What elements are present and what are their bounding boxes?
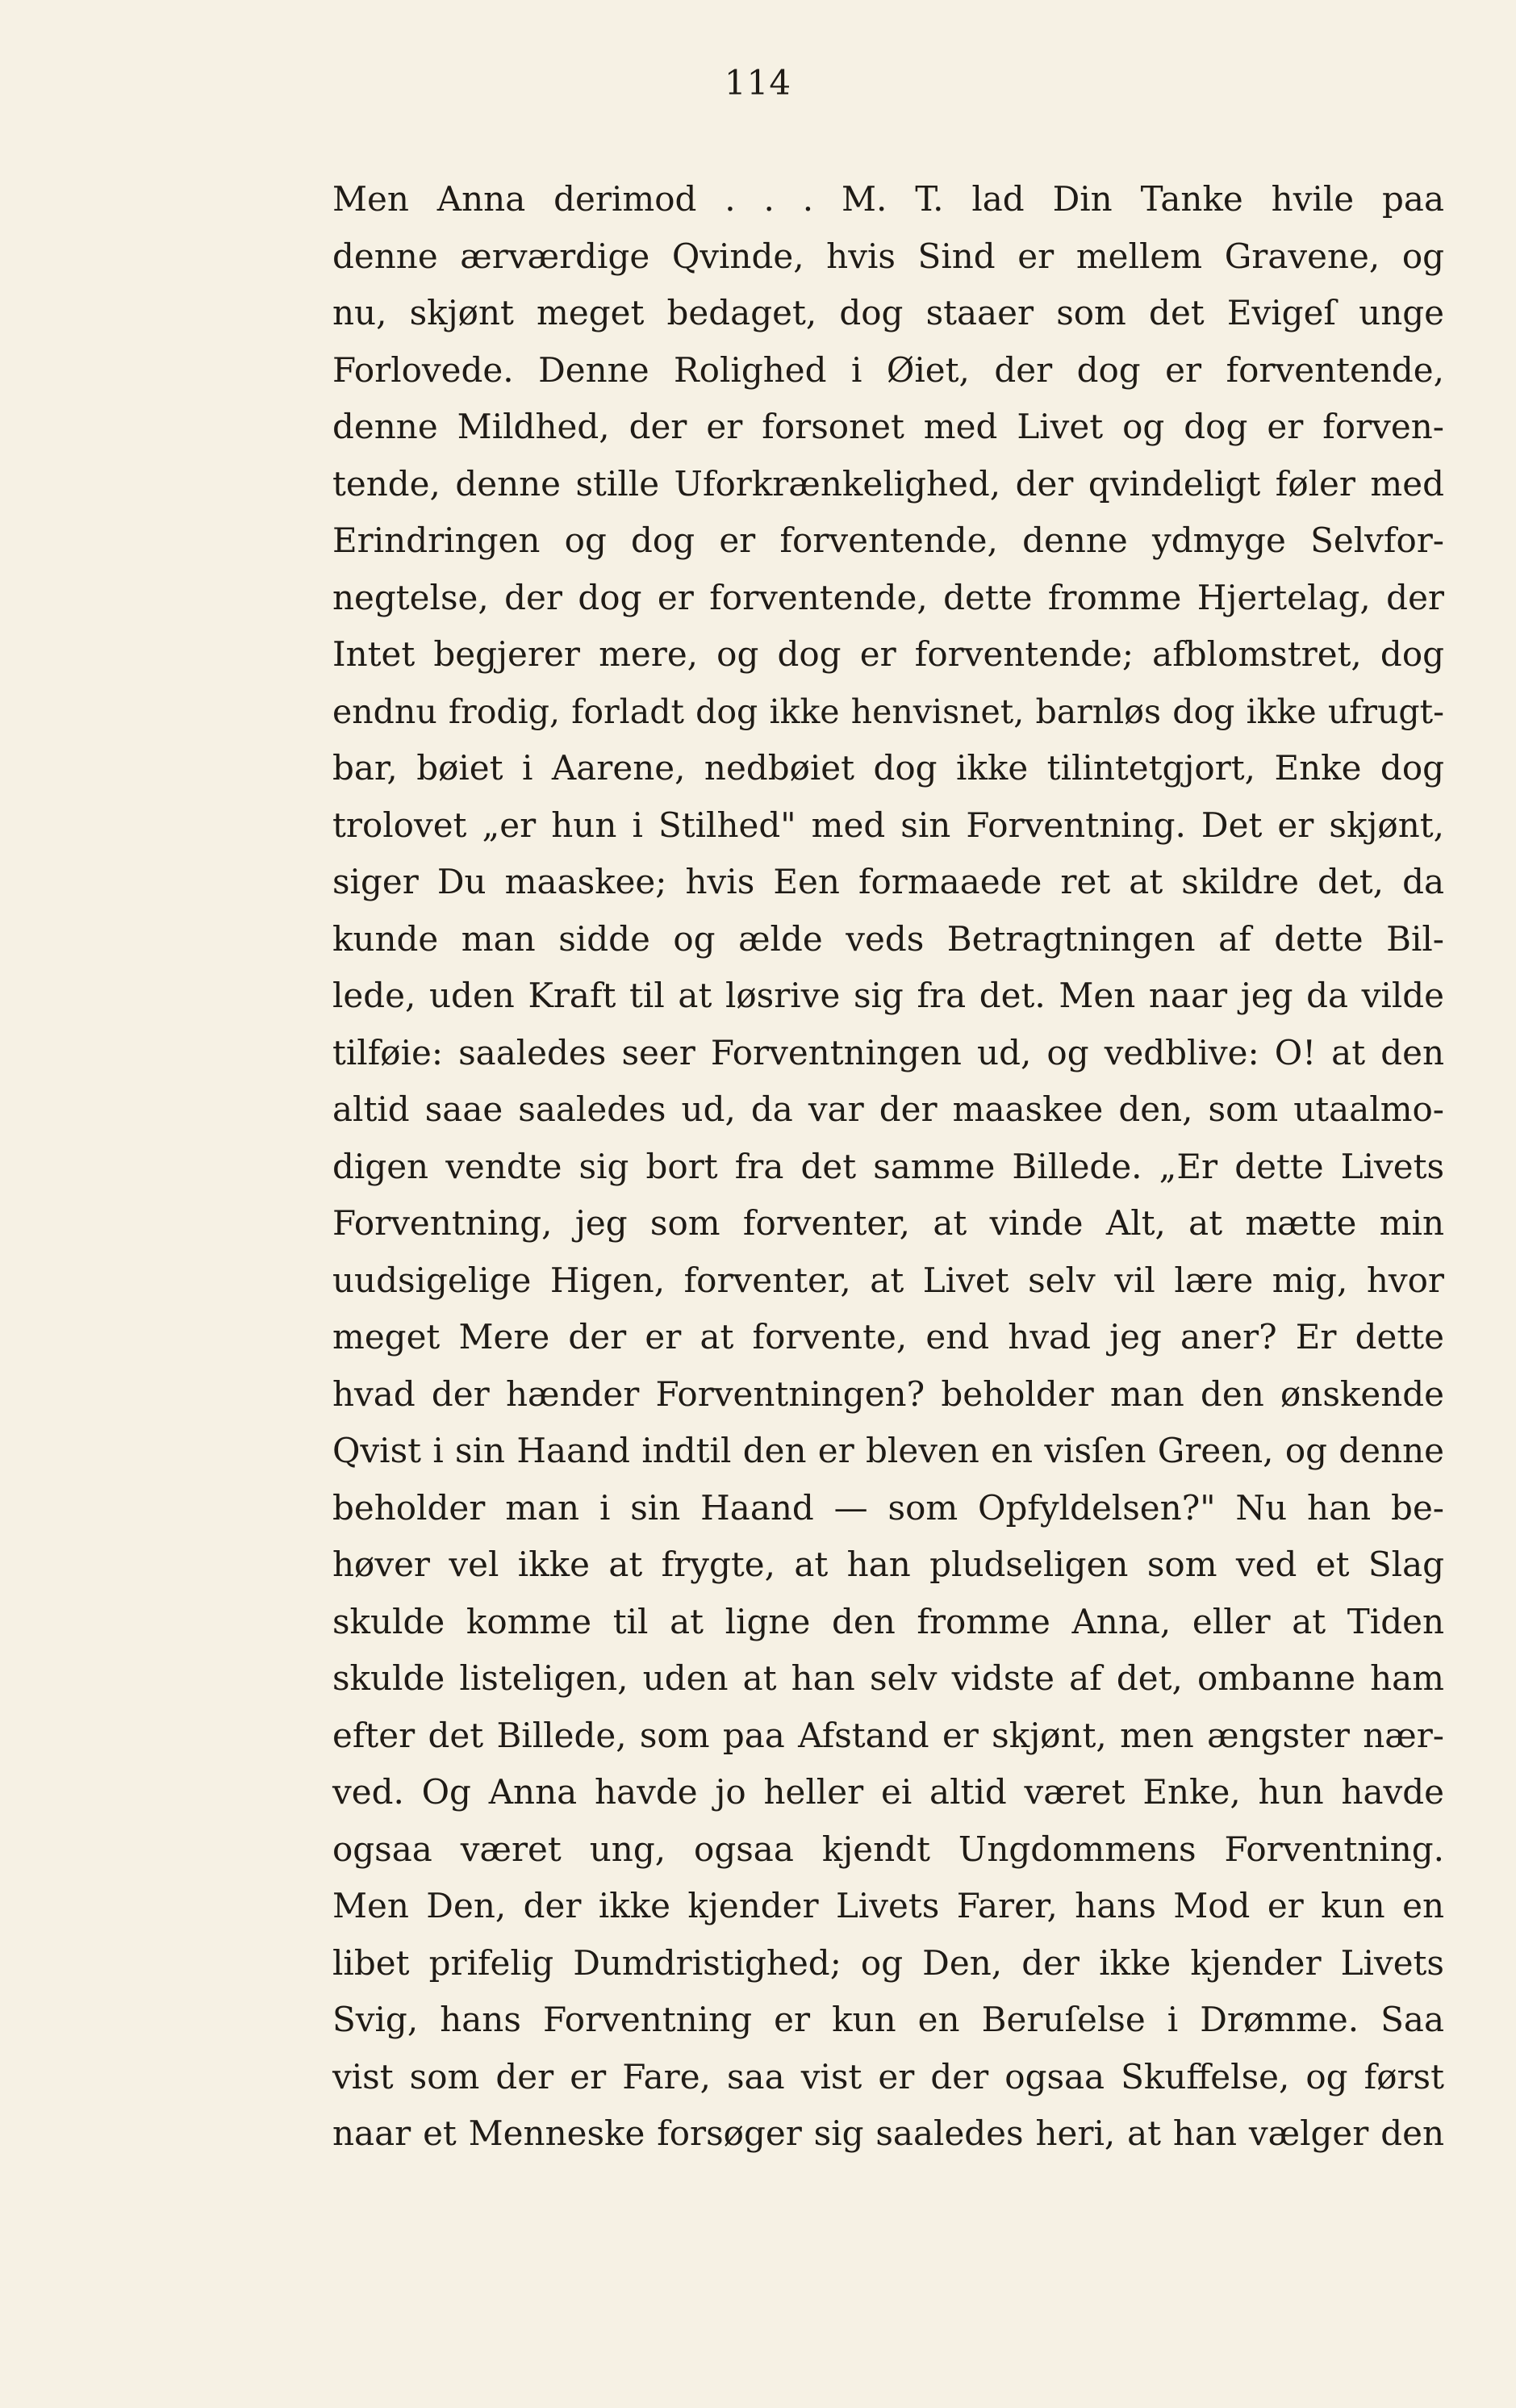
text-line: høver vel ikke at frygte, at han pludseligen som ved et Slag xyxy=(332,1545,1444,1584)
text-line: denne Mildhed, der er forsonet med Livet og dog er forven- xyxy=(332,407,1444,446)
page-number: 114 xyxy=(724,63,792,102)
text-line: digen vendte sig bort fra det samme Billede. „Er dette Livets xyxy=(332,1146,1444,1186)
text-line: Intet begjerer mere, og dog er forventende; afblomstret, dog xyxy=(332,634,1444,674)
text-line: efter det Billede, som paa Afstand er skjønt, men ængster nær- xyxy=(332,1715,1444,1755)
text-line: Erindringen og dog er forventende, denne ydmyge Selvfor- xyxy=(332,520,1444,560)
text-line: beholder man i sin Haand — som Opfyldelsen?" Nu han be- xyxy=(332,1487,1444,1528)
text-line: hvad der hænder Forventningen? beholder man den ønskende xyxy=(332,1373,1444,1414)
body-text xyxy=(332,171,1444,2163)
text-line: endnu frodig, forladt dog ikke henvisnet, barnløs dog ikke ufrugt- xyxy=(332,692,1444,731)
text-line: vist som der er Fare, saa vist er der ogsaa Skuffelse, og først xyxy=(332,2056,1444,2097)
text-line: ogsaa været ung, ogsaa kjendt Ungdommens Forventning. xyxy=(332,1829,1444,1869)
text-line: Men Anna derimod . . . M. T. lad Din Tanke hvile paa xyxy=(332,179,1444,219)
text-line: Qvist i sin Haand indtil den er bleven en visſen Green, og denne xyxy=(332,1431,1444,1470)
text-line: tende, denne stille Uforkrænkelighed, der qvindeligt føler med xyxy=(332,463,1444,504)
text-line: naar et Menneske forsøger sig saaledes heri, at han vælger den xyxy=(332,2113,1444,2153)
text-line: siger Du maaskee; hvis Een formaaede ret at skildre det, da xyxy=(332,862,1444,901)
text-line: libet prifelig Dumdristighed; og Den, der ikke kjender Livets xyxy=(332,1942,1444,1983)
text-line: kunde man sidde og ælde veds Betragtningen af dette Bil- xyxy=(332,918,1444,959)
text-line: bar, bøiet i Aarene, nedbøiet dog ikke tilintetgjort, Enke dog xyxy=(332,748,1444,788)
text-line: meget Mere der er at forvente, end hvad jeg aner? Er dette xyxy=(332,1317,1444,1357)
text-line: Men Den, der ikke kjender Livets Farer, hans Mod er kun en xyxy=(332,1886,1444,1925)
text-line: Forventning, jeg som forventer, at vinde Alt, at mætte min xyxy=(332,1203,1444,1243)
text-line: nu, skjønt meget bedaget, dog staaer som det Evigeſ unge xyxy=(332,293,1444,332)
text-line: uudsigelige Higen, forventer, at Livet selv vil lære mig, hvor xyxy=(332,1260,1444,1300)
text-line: tilføie: saaledes seer Forventningen ud, og vedblive: O! at den xyxy=(332,1032,1444,1072)
text-line: skulde listeligen, uden at han selv vidste af det, ombanne ham xyxy=(332,1658,1444,1698)
text-line: skulde komme til at ligne den fromme Anna, eller at Tiden xyxy=(332,1601,1444,1641)
text-line: negtelse, der dog er forventende, dette fromme Hjertelag, der xyxy=(332,577,1444,617)
text-line: altid saae saaledes ud, da var der maaskee den, som utaalmo- xyxy=(332,1089,1444,1129)
text-line: Forlovede. Denne Rolighed i Øiet, der dog er forventende, xyxy=(332,349,1444,390)
text-line: denne ærværdige Qvinde, hvis Sind er mellem Gravene, og xyxy=(332,236,1444,276)
text-line: trolovet „er hun i Stilhed" med sin Forventning. Det er skjønt, xyxy=(332,805,1444,845)
text-line: ved. Og Anna havde jo heller ei altid været Enke, hun havde xyxy=(332,1772,1444,1812)
text-line: lede, uden Kraft til at løsrive sig fra det. Men naar jeg da vilde xyxy=(332,976,1444,1015)
text-line: Svig, hans Forventning er kun en Beruſelse i Drømme. Saa xyxy=(332,2000,1444,2039)
